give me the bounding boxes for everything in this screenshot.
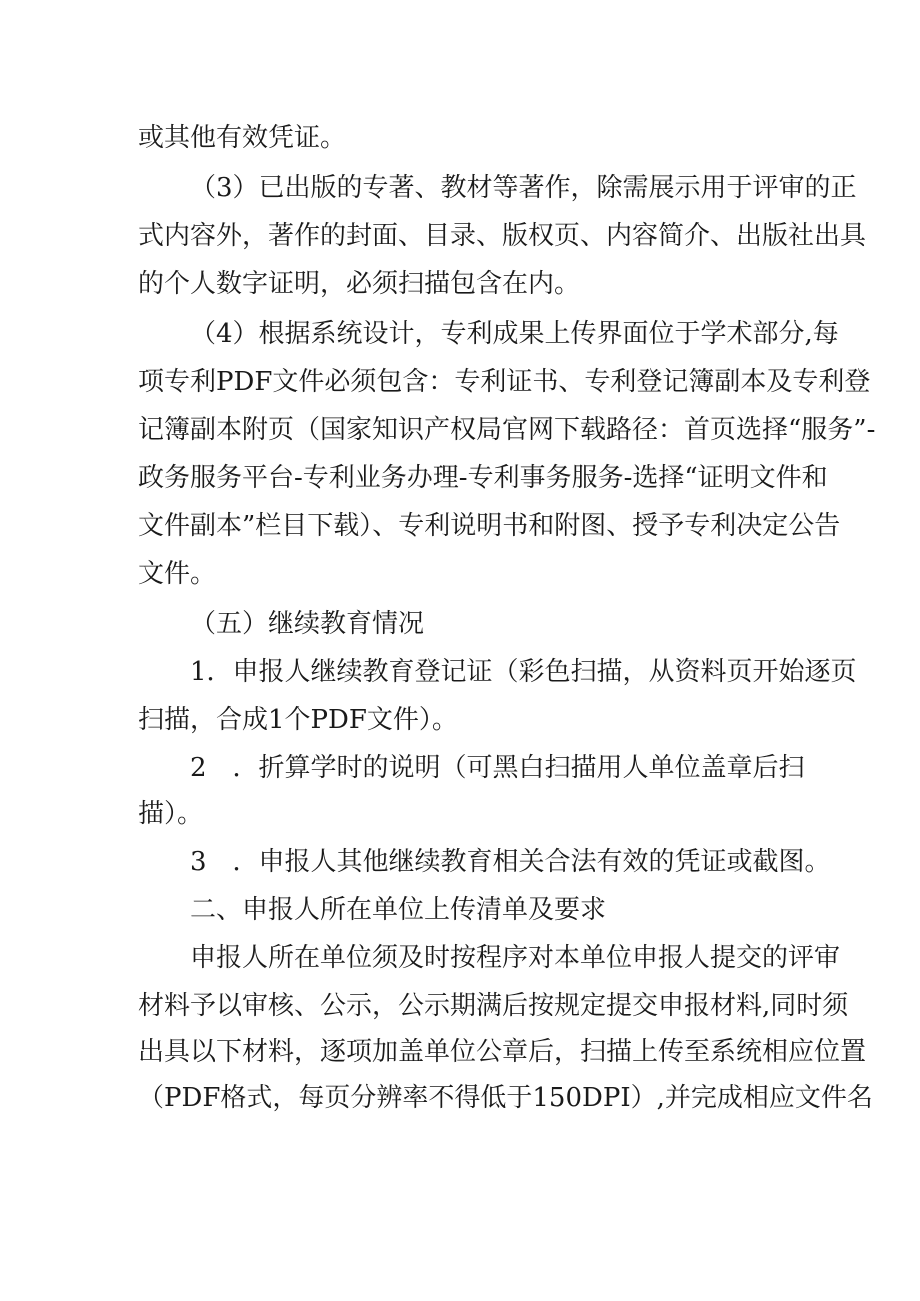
text-line: 的个人数字证明，必须扫描包含在内。 — [138, 269, 581, 299]
text-line: 文件。 — [138, 559, 217, 589]
text-line: 申报人所在单位须及时按程序对本单位申报人提交的评审 — [190, 943, 841, 973]
text-line: （4）根据系统设计，专利成果上传界面位于学术部分,每 — [190, 319, 839, 349]
text-line: 出具以下材料，逐项加盖单位公章后，扫描上传至系统相应位置 — [138, 1037, 867, 1067]
text-line: 2 ．折算学时的说明（可黑白扫描用人单位盖章后扫 — [190, 753, 805, 783]
section-heading: （五）继续教育情况 — [190, 609, 425, 639]
text-line: 材料予以审核、公示，公示期满后按规定提交申报材料,同时须 — [138, 991, 849, 1021]
text-line: 记簿副本附页（国家知识产权局官网下载路径：首页选择“服务”- — [138, 415, 876, 445]
text-line: 式内容外，著作的封面、目录、版权页、内容简介、出版社出具 — [138, 221, 867, 251]
text-line: 或其他有效凭证。 — [138, 123, 347, 153]
text-line: 描）。 — [138, 799, 204, 829]
text-line: （PDF格式，每页分辨率不得低于150DPI）,并完成相应文件名 — [138, 1083, 873, 1113]
text-line: 3 ．申报人其他继续教育相关合法有效的凭证或截图。 — [190, 847, 831, 877]
section-heading: 二、申报人所在单位上传清单及要求 — [190, 895, 607, 925]
text-line: 政务服务平台-专利业务办理-专利事务服务-选择“证明文件和 — [138, 463, 828, 493]
text-line: 文件副本”栏目下载）、专利说明书和附图、授予专利决定公告 — [138, 511, 841, 541]
text-line: 扫描，合成1个PDF文件）。 — [138, 705, 458, 735]
text-line: 项专利PDF文件必须包含：专利证书、专利登记簿副本及专利登 — [138, 367, 871, 397]
text-line: 1．申报人继续教育登记证（彩色扫描，从资料页开始逐页 — [190, 657, 857, 687]
text-line: （3）已出版的专著、教材等著作，除需展示用于评审的正 — [190, 173, 857, 203]
